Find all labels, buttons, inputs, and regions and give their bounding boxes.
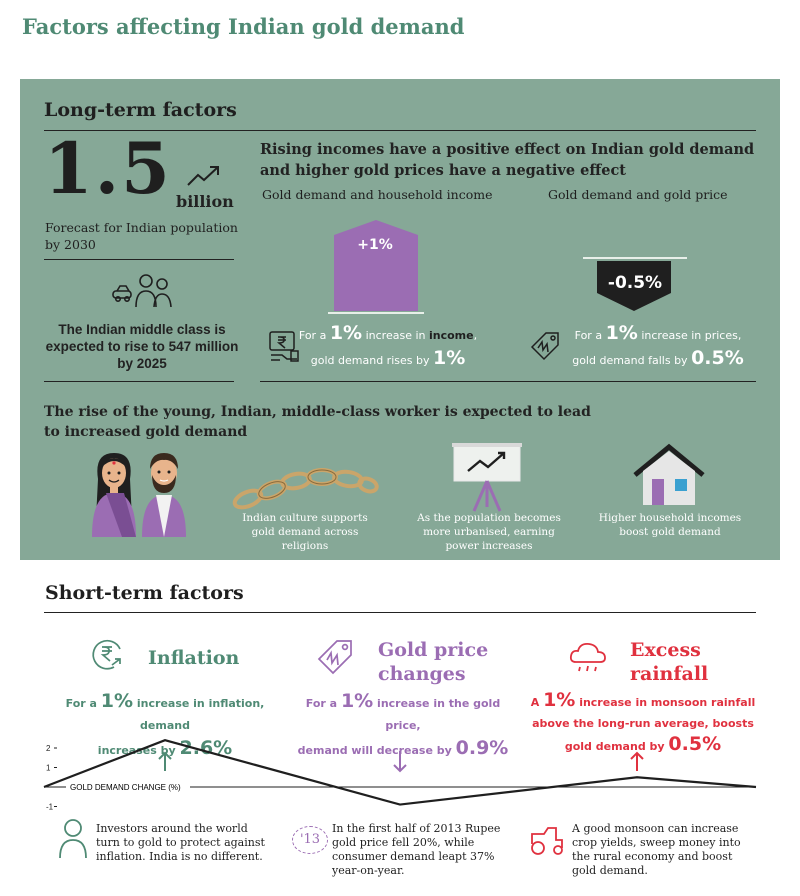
- income-bar-label: +1%: [357, 237, 393, 253]
- incomes-heading: Rising incomes have a positive effect on Indian gold demand and higher gold prices have a negative effect: [260, 141, 755, 179]
- population-unit: billion: [176, 192, 234, 211]
- divider: [44, 259, 234, 260]
- couple-illustration: [80, 449, 200, 537]
- demand-change-chart: [0, 735, 800, 815]
- rainfall-statement: A 1% increase in monsoon rainfall above the long-run average, boosts gold demand by 0.5%: [530, 689, 756, 755]
- rainfall-note: A good monsoon can increase crop yields, sweep money into the rural economy and boost gold demand.: [572, 822, 741, 877]
- divider: [44, 381, 234, 382]
- person-icon: [58, 818, 88, 860]
- gold-price-statement: For a 1% increase in the gold price, demand will decrease by 0.9%: [297, 690, 509, 759]
- household-caption: Higher household incomes boost gold demand: [598, 512, 742, 538]
- year-badge: '13: [292, 826, 328, 854]
- divider: [260, 381, 756, 382]
- house-icon: [633, 443, 705, 507]
- gold-price-title: Gold price changes: [378, 639, 489, 685]
- easel-chart-icon: [452, 441, 522, 513]
- people-car-icon: [110, 271, 176, 311]
- price-bar-label: -0.5%: [607, 273, 663, 293]
- up-arrow-icon: [159, 753, 171, 771]
- y-tick-label: 2: [46, 744, 51, 753]
- income-statement: For a 1% increase in income, gold demand rises by 1%: [298, 322, 478, 369]
- chain-icon: [230, 461, 380, 511]
- trend-up-icon: [186, 163, 222, 189]
- long-term-title: Long-term factors: [44, 99, 237, 121]
- middle-class-text: The Indian middle class is expected to rise to 547 million by 2025: [45, 322, 239, 371]
- rain-cloud-icon: [568, 640, 608, 674]
- up-arrow-icon: [631, 753, 643, 771]
- arrow-path: [394, 751, 406, 771]
- inflation-note: Investors around the world turn to gold to protect against inflation. India is no different.: [96, 822, 265, 863]
- income-bar: [328, 219, 424, 315]
- arrow-path: [159, 753, 171, 771]
- culture-caption: Indian culture supports gold demand across religions: [242, 512, 368, 552]
- down-arrow-icon: [394, 751, 406, 771]
- y-tick-label: -1: [46, 802, 54, 812]
- chart-xlabel: GOLD DEMAND CHANGE (%): [70, 783, 181, 792]
- population-caption: Forecast for Indian population by 2030: [45, 220, 238, 252]
- y-tick-label: 1: [46, 763, 51, 773]
- inflation-statement: For a 1% increase in inflation, demand increases by 2.6%: [65, 690, 265, 759]
- tractor-icon: [528, 826, 566, 856]
- page-title: Factors affecting Indian gold demand: [22, 14, 465, 39]
- arrow-path: [631, 753, 643, 771]
- gold-price-note: In the first half of 2013 Rupee gold price fell 20%, while consumer demand leapt 37% year-on-year.: [332, 822, 501, 877]
- population-number: 1.5: [44, 127, 172, 210]
- price-statement: For a 1% increase in prices, gold demand falls by 0.5%: [572, 322, 744, 369]
- urban-caption: As the population becomes more urbanised, earning power increases: [417, 512, 561, 552]
- inflation-title: Inflation: [148, 647, 240, 669]
- divider: [44, 612, 756, 613]
- short-term-title: Short-term factors: [45, 582, 244, 604]
- rupee-inflation-icon: [90, 637, 126, 673]
- price-chart-title: Gold demand and gold price: [548, 187, 728, 202]
- long-term-panel: [20, 79, 780, 560]
- rainfall-title: Excess rainfall: [630, 639, 709, 685]
- price-tag-icon: [315, 637, 357, 677]
- young-worker-heading: The rise of the young, Indian, middle-class worker is expected to lead to increased gold demand: [44, 404, 591, 440]
- income-chart-title: Gold demand and household income: [262, 187, 493, 202]
- price-tag-icon: [528, 329, 564, 363]
